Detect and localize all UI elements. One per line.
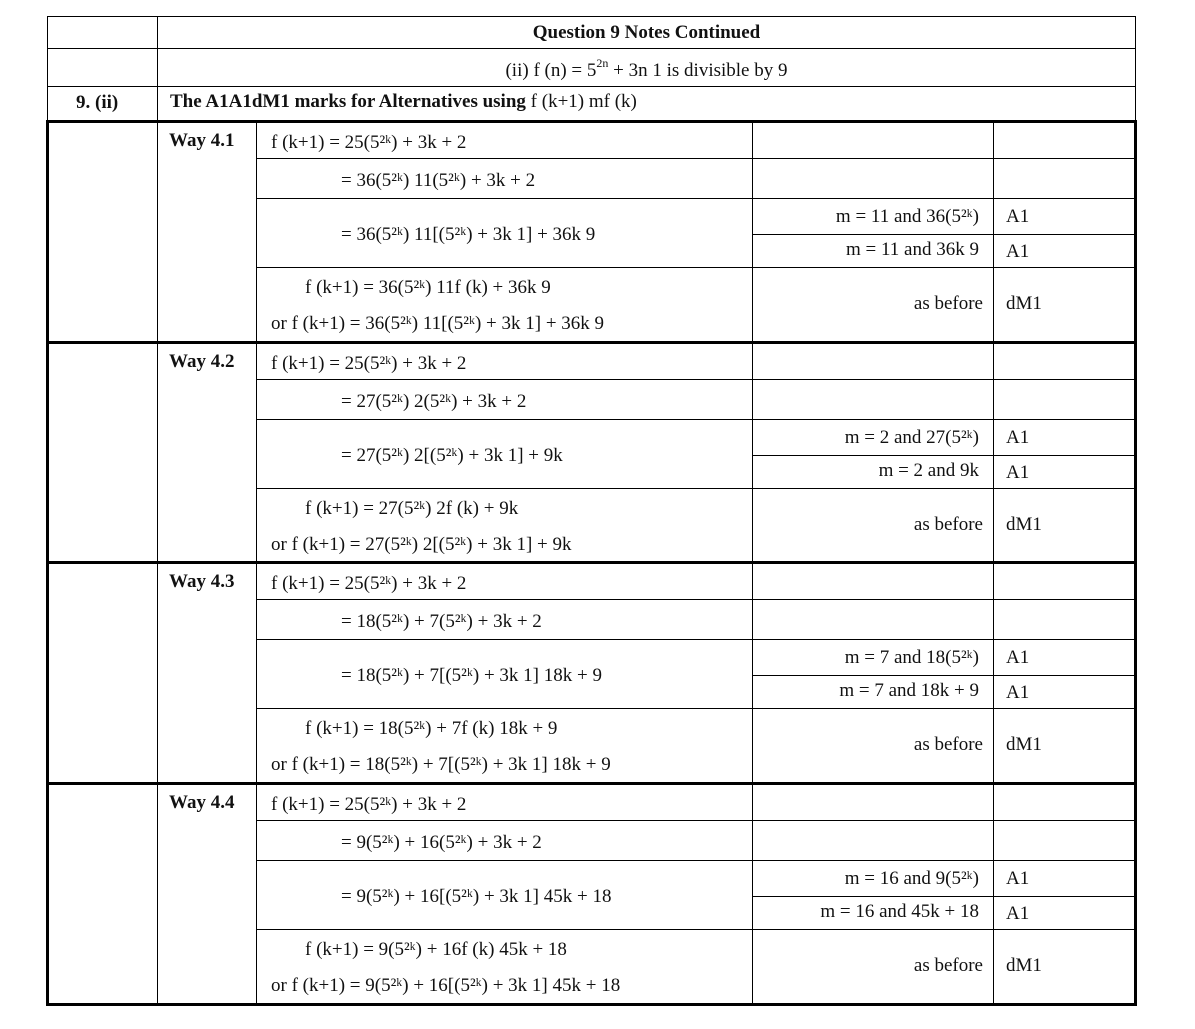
mark-code-a: A1: [1006, 868, 1030, 889]
way-step-2: = 27(5²ᵏ) 2(5²ᵏ) + 3k + 2: [341, 391, 527, 412]
way-conclusion-1: f (k+1) = 27(5²ᵏ) 2f (k) + 9k: [305, 498, 519, 519]
mark-condition-b: m = 16 and 45k + 18: [820, 901, 979, 922]
way-row-border: [256, 639, 1137, 640]
subheading: [170, 91, 637, 113]
header-row1-border: [47, 48, 1136, 49]
mark-code-b: A1: [1006, 241, 1030, 262]
mark-row-split: [752, 234, 1137, 235]
mark-row-split: [752, 455, 1137, 456]
way-block-right-border: [1134, 782, 1137, 1006]
mark-code-c: dM1: [1006, 734, 1042, 755]
way-label: Way 4.3: [169, 571, 235, 592]
way-row-border: [256, 860, 1137, 861]
way-step-2: = 9(5²ᵏ) + 16(5²ᵏ) + 3k + 2: [341, 832, 542, 853]
way-step-3: = 36(5²ᵏ) 11[(5²ᵏ) + 3k 1] + 36k 9: [341, 224, 596, 245]
mark-condition-a: m = 11 and 36(5²ᵏ): [835, 206, 979, 227]
way-conclusion-1: f (k+1) = 18(5²ᵏ) + 7f (k) 18k + 9: [305, 718, 558, 739]
as-before-note: as before: [913, 514, 983, 535]
way-block-top-border: [46, 341, 1137, 344]
mark-row-split: [752, 675, 1137, 676]
way-conclusion-2: or f (k+1) = 18(5²ᵏ) + 7[(5²ᵏ) + 3k 1] 18k + 9: [271, 754, 611, 775]
way-block-right-border: [1134, 120, 1137, 344]
mark-code-c: dM1: [1006, 514, 1042, 535]
page-title: Question 9 Notes Continued: [532, 22, 761, 43]
way-conclusion-2: or f (k+1) = 36(5²ᵏ) 11[(5²ᵏ) + 3k 1] + 36k 9: [271, 313, 605, 334]
way-block-bottom-border: [46, 1003, 1137, 1006]
way-row-border: [256, 820, 1137, 821]
way-row-border: [256, 419, 1137, 420]
way-col-divider: [157, 341, 158, 561]
mark-code-c: dM1: [1006, 955, 1042, 976]
way-step-3: = 27(5²ᵏ) 2[(5²ᵏ) + 3k 1] + 9k: [341, 445, 563, 466]
mark-row-split: [752, 896, 1137, 897]
subheading-math: f (k+1) mf (k): [530, 91, 637, 112]
mark-code-c: dM1: [1006, 293, 1042, 314]
way-conclusion-2: or f (k+1) = 27(5²ᵏ) 2[(5²ᵏ) + 3k 1] + 9k: [271, 534, 572, 555]
way-col-divider: [157, 120, 158, 341]
mark-code-b: A1: [1006, 462, 1030, 483]
as-before-note: as before: [913, 955, 983, 976]
mark-code-b: A1: [1006, 903, 1030, 924]
way-label: Way 4.2: [169, 351, 235, 372]
way-step-1: f (k+1) = 25(5²ᵏ) + 3k + 2: [271, 794, 467, 815]
way-block-left-border: [46, 782, 49, 1006]
way-col-divider: [993, 120, 994, 341]
way-col-divider: [157, 561, 158, 782]
way-label: Way 4.4: [169, 792, 235, 813]
way-step-3: = 9(5²ᵏ) + 16[(5²ᵏ) + 3k 1] 45k + 18: [341, 886, 612, 907]
way-row-border: [256, 379, 1137, 380]
way-step-2: = 18(5²ᵏ) + 7(5²ᵏ) + 3k + 2: [341, 611, 542, 632]
subheading-text: The A1A1dM1 marks for Alternatives using: [170, 91, 531, 112]
question-statement: [158, 55, 1135, 82]
way-row-border: [256, 929, 1137, 930]
way-col-divider: [157, 782, 158, 1003]
mark-code-a: A1: [1006, 647, 1030, 668]
mark-code-b: A1: [1006, 682, 1030, 703]
way-row-border: [256, 599, 1137, 600]
way-col-divider: [256, 782, 257, 1003]
way-step-3: = 18(5²ᵏ) + 7[(5²ᵏ) + 3k 1] 18k + 9: [341, 665, 602, 686]
way-conclusion-1: f (k+1) = 9(5²ᵏ) + 16f (k) 45k + 18: [305, 939, 567, 960]
way-col-divider: [993, 341, 994, 561]
header-left-border: [47, 16, 48, 120]
header-top-border: [47, 16, 1136, 17]
way-step-1: f (k+1) = 25(5²ᵏ) + 3k + 2: [271, 573, 467, 594]
as-before-note: as before: [913, 734, 983, 755]
way-block-left-border: [46, 561, 49, 785]
way-block-right-border: [1134, 341, 1137, 564]
statement-suffix: + 3n 1 is divisible by 9: [608, 60, 788, 81]
way-block-top-border: [46, 120, 1137, 123]
mark-condition-b: m = 11 and 36k 9: [846, 239, 979, 260]
mark-condition-a: m = 7 and 18(5²ᵏ): [844, 647, 979, 668]
way-col-divider: [993, 561, 994, 782]
header-row2-border: [47, 86, 1136, 87]
way-step-1: f (k+1) = 25(5²ᵏ) + 3k + 2: [271, 132, 467, 153]
way-row-border: [256, 267, 1137, 268]
way-step-1: f (k+1) = 25(5²ᵏ) + 3k + 2: [271, 353, 467, 374]
way-conclusion-1: f (k+1) = 36(5²ᵏ) 11f (k) + 36k 9: [305, 277, 551, 298]
way-row-border: [256, 198, 1137, 199]
mark-code-a: A1: [1006, 206, 1030, 227]
mark-code-a: A1: [1006, 427, 1030, 448]
question-number: 9. (ii): [76, 92, 119, 113]
mark-condition-a: m = 16 and 9(5²ᵏ): [844, 868, 979, 889]
statement-exponent: 2n: [596, 55, 609, 70]
mark-condition-b: m = 2 and 9k: [878, 460, 979, 481]
way-conclusion-2: or f (k+1) = 9(5²ᵏ) + 16[(5²ᵏ) + 3k 1] 45k + 18: [271, 975, 621, 996]
statement-prefix: (ii) f (n) = 5: [505, 60, 597, 81]
way-col-divider: [256, 561, 257, 782]
way-block-left-border: [46, 341, 49, 564]
way-col-divider: [256, 341, 257, 561]
way-row-border: [256, 488, 1137, 489]
way-block-left-border: [46, 120, 49, 344]
way-block-top-border: [46, 782, 1137, 785]
as-before-note: as before: [913, 293, 983, 314]
way-step-2: = 36(5²ᵏ) 11(5²ᵏ) + 3k + 2: [341, 170, 536, 191]
way-col-divider: [993, 782, 994, 1003]
way-row-border: [256, 708, 1137, 709]
header-right-border: [1135, 16, 1136, 120]
mark-condition-a: m = 2 and 27(5²ᵏ): [844, 427, 979, 448]
way-label: Way 4.1: [169, 130, 235, 151]
way-block-right-border: [1134, 561, 1137, 785]
way-col-divider: [256, 120, 257, 341]
mark-condition-b: m = 7 and 18k + 9: [839, 680, 979, 701]
way-block-top-border: [46, 561, 1137, 564]
way-row-border: [256, 158, 1137, 159]
